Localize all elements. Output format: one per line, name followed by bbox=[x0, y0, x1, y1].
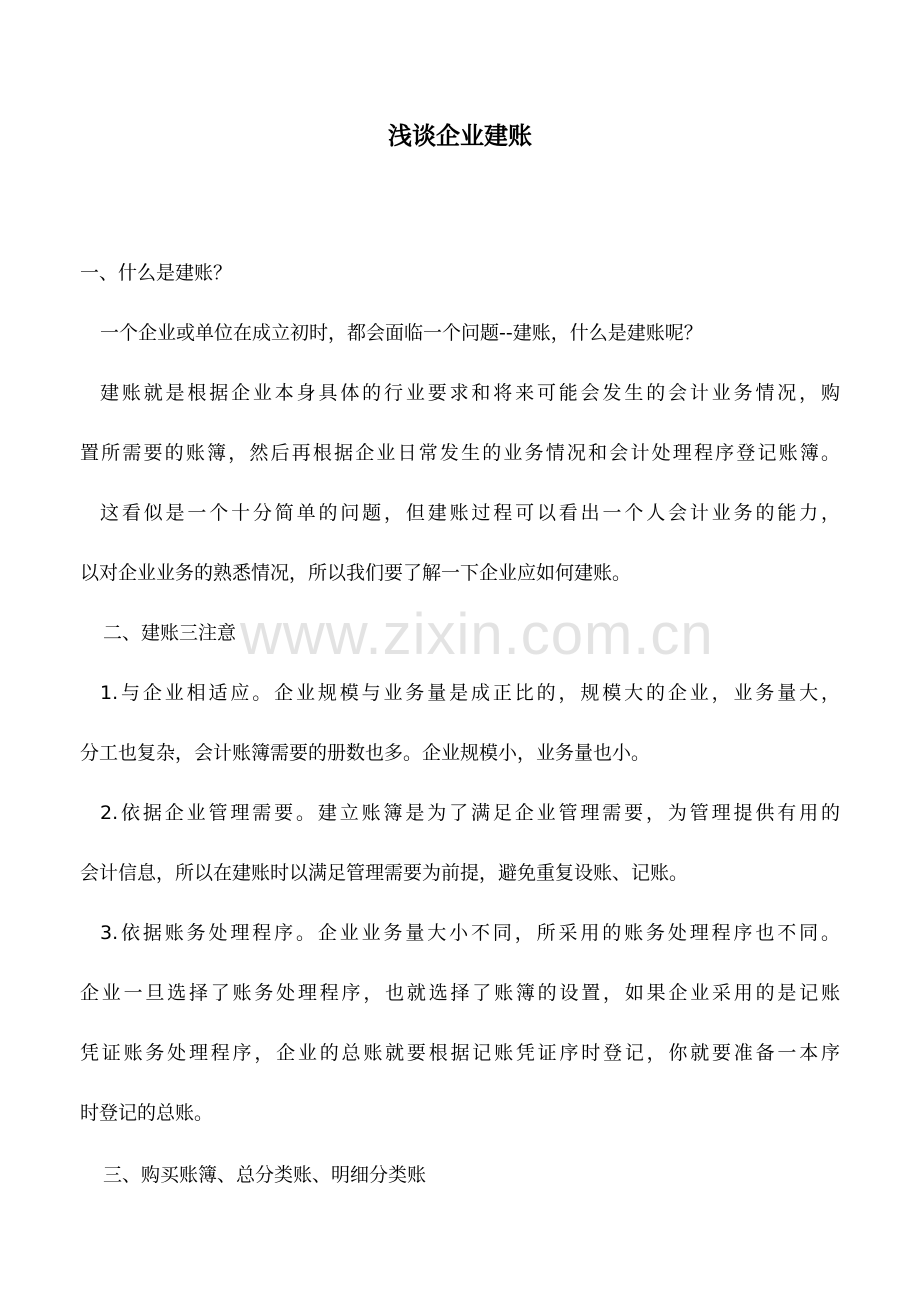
paragraph-line: 以对企业业务的熟悉情况，所以我们要了解一下企业应如何建账。 bbox=[80, 562, 632, 584]
paragraph-line: 一个企业或单位在成立初时，都会面临一个问题--建账，什么是建账呢？ bbox=[100, 322, 703, 344]
document-title: 浅谈企业建账 bbox=[388, 122, 532, 150]
section-heading-2: 二、建账三注意 bbox=[103, 622, 237, 644]
paragraph-line: 分工也复杂，会计账簿需要的册数也多。企业规模小，业务量也小。 bbox=[80, 742, 651, 764]
section-heading-1: 一、什么是建账？ bbox=[80, 262, 233, 284]
list-item: 2.依据企业管理需要。建立账簿是为了满足企业管理需要，为管理提供有用的 bbox=[100, 802, 840, 824]
paragraph-line: 置所需要的账簿，然后再根据企业日常发生的业务情况和会计处理程序登记账簿。 bbox=[80, 442, 840, 464]
watermark: www.zixin.com.cn bbox=[240, 602, 714, 667]
section-heading-3: 三、购买账簿、总分类账、明细分类账 bbox=[103, 1164, 427, 1186]
paragraph-line: 时登记的总账。 bbox=[80, 1102, 214, 1124]
paragraph-line: 凭证账务处理程序，企业的总账就要根据记账凭证序时登记，你就要准备一本序 bbox=[80, 1042, 840, 1064]
list-item: 1.与企业相适应。企业规模与业务量是成正比的，规模大的企业，业务量大， bbox=[100, 682, 840, 704]
list-item: 3.依据账务处理程序。企业业务量大小不同，所采用的账务处理程序也不同。 bbox=[100, 922, 840, 944]
paragraph-line: 会计信息，所以在建账时以满足管理需要为前提，避免重复设账、记账。 bbox=[80, 862, 689, 884]
paragraph-line: 这看似是一个十分简单的问题，但建账过程可以看出一个人会计业务的能力， bbox=[100, 502, 840, 524]
paragraph-line: 建账就是根据企业本身具体的行业要求和将来可能会发生的会计业务情况，购 bbox=[100, 382, 840, 404]
paragraph-line: 企业一旦选择了账务处理程序，也就选择了账簿的设置，如果企业采用的是记账 bbox=[80, 982, 840, 1004]
